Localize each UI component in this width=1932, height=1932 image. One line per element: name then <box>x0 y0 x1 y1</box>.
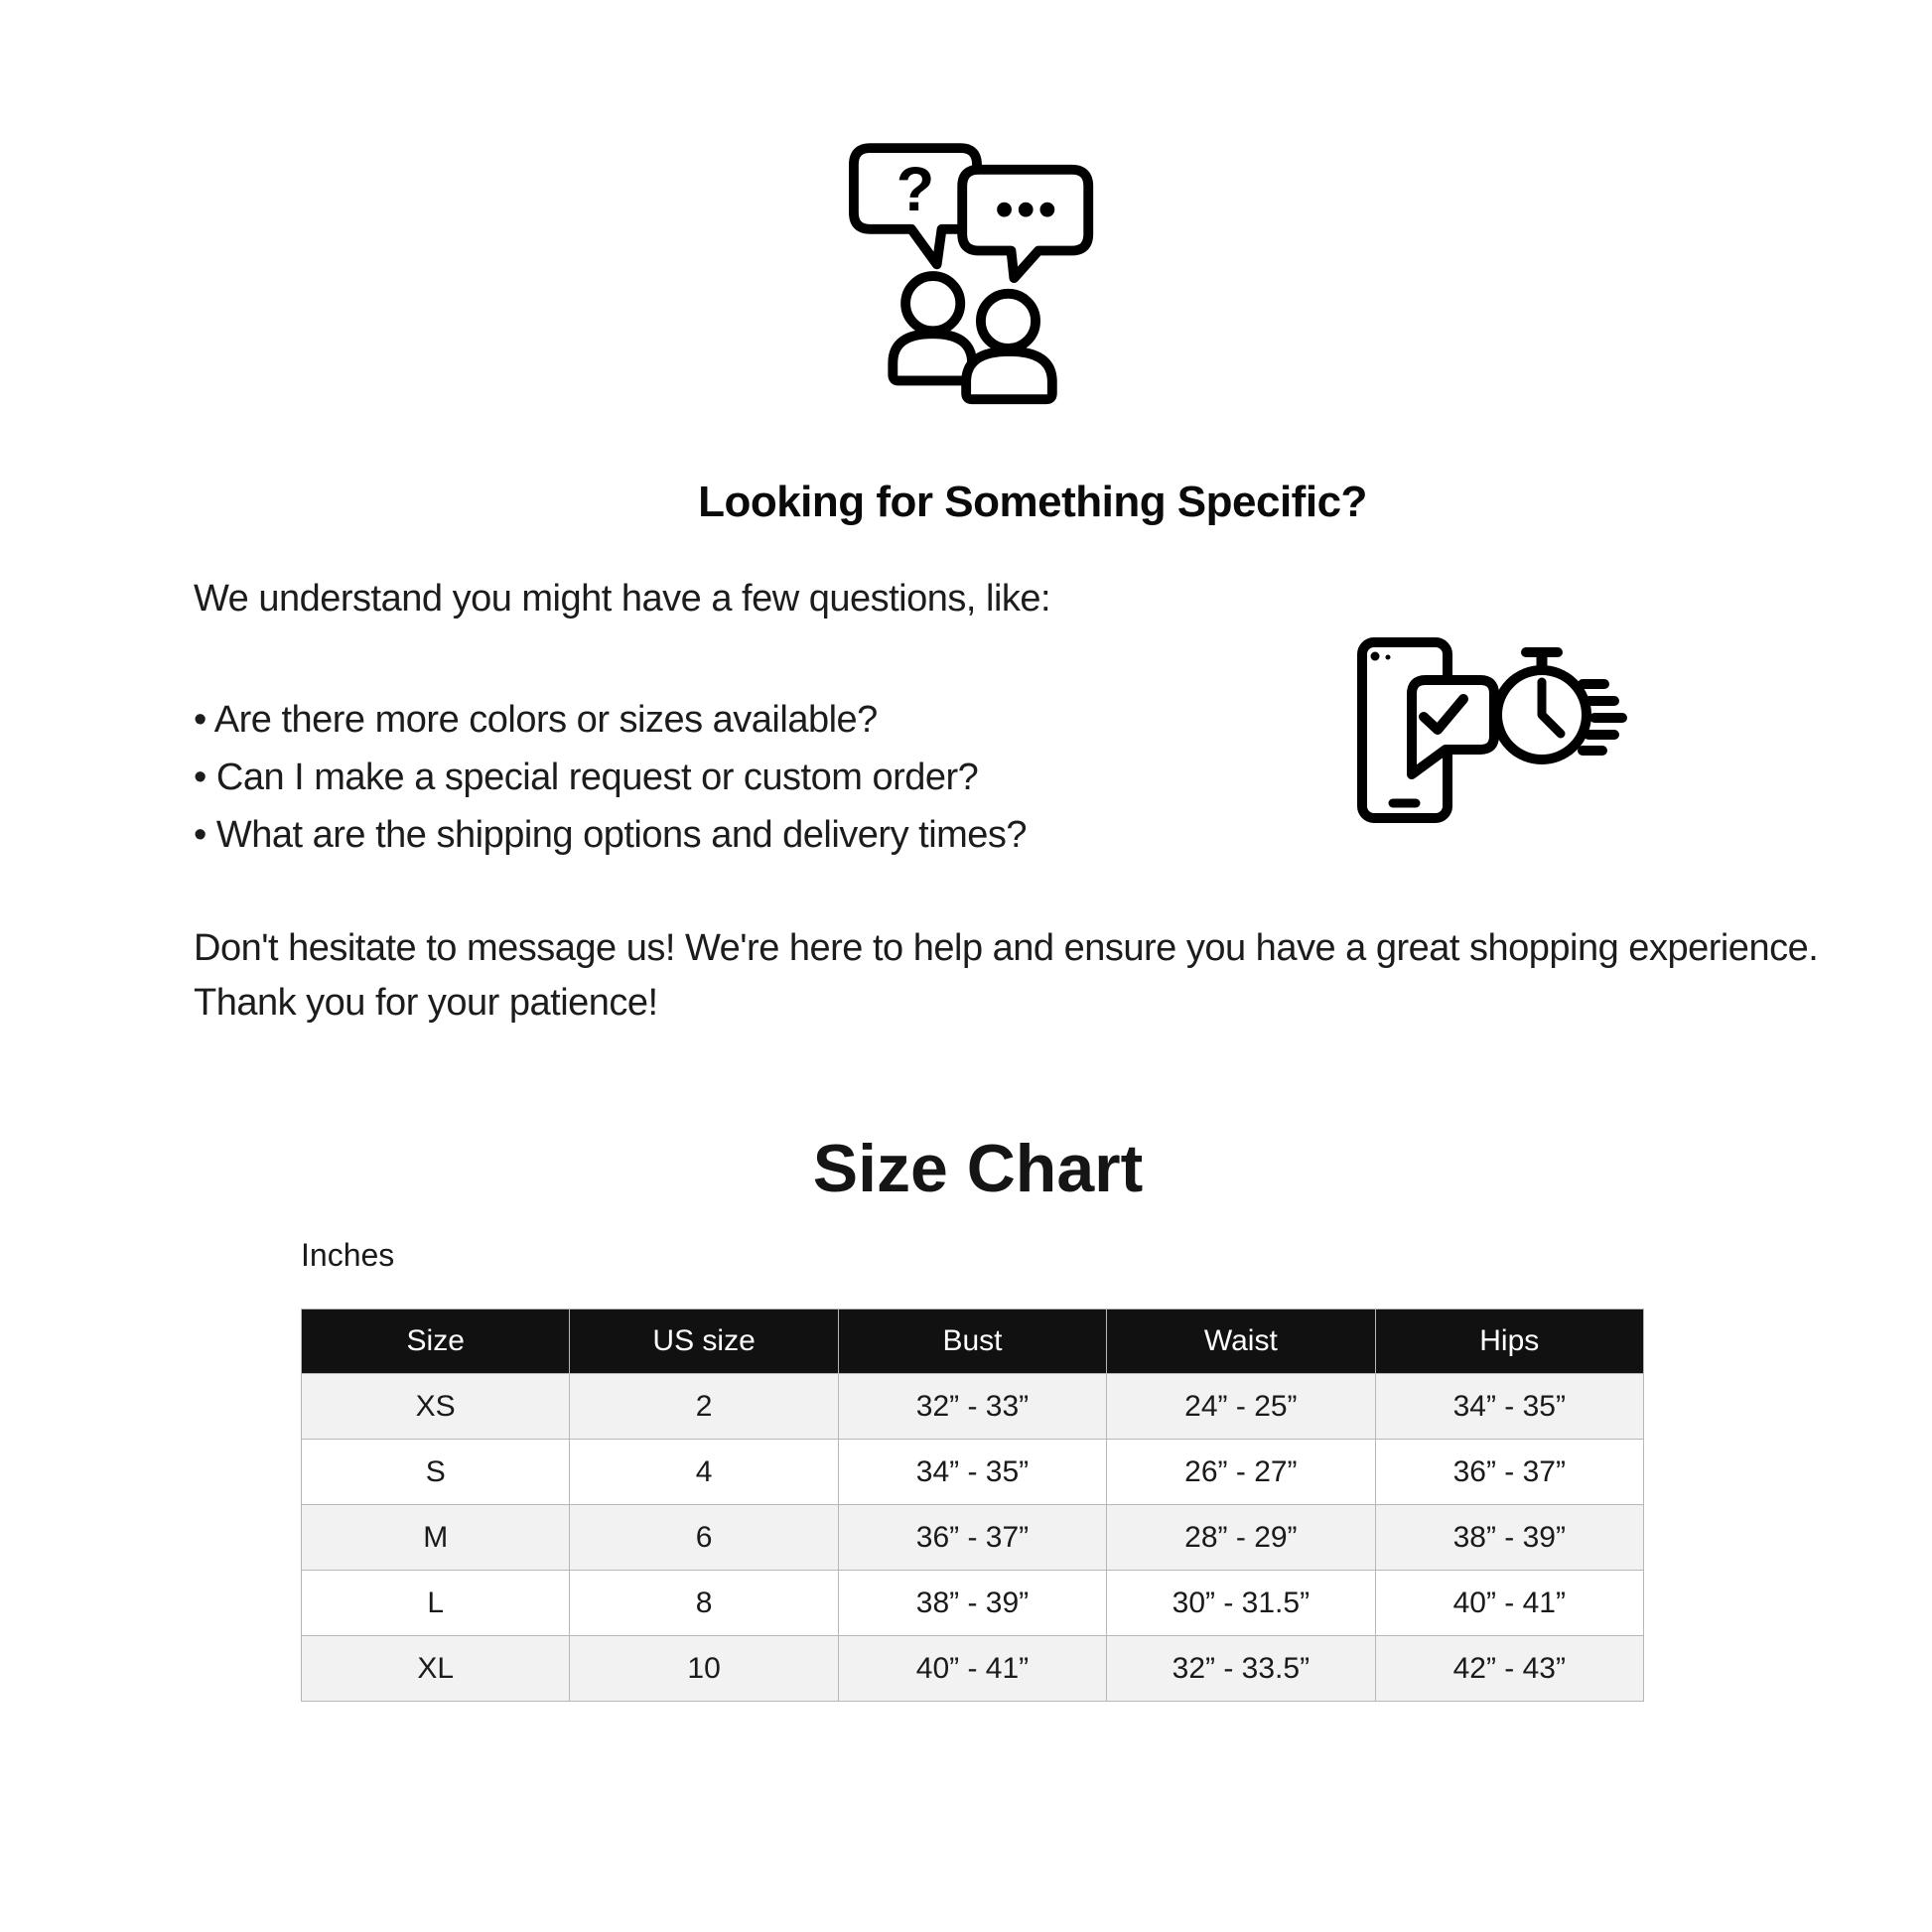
table-cell: 24” - 25” <box>1107 1374 1375 1440</box>
table-row-s <box>302 1440 1644 1505</box>
table-cell: XS <box>302 1374 570 1440</box>
closing-text: Don't hesitate to message us! We're here to help and ensure you have a great shopping experience. Thank you for your patience! <box>194 927 1819 1024</box>
column-header-size: Size <box>302 1310 570 1374</box>
table-cell: 4 <box>570 1440 838 1505</box>
phone-fast-reply-icon <box>1350 637 1648 851</box>
table-cell: M <box>302 1505 570 1571</box>
table-cell: 42” - 43” <box>1375 1636 1643 1702</box>
table-cell: 32” - 33” <box>838 1374 1106 1440</box>
faq-question: • What are the shipping options and delivery times? <box>194 806 1484 864</box>
faq-question: • Are there more colors or sizes available? <box>194 691 1484 749</box>
table-cell: 40” - 41” <box>1375 1571 1643 1636</box>
table-cell: 26” - 27” <box>1107 1440 1375 1505</box>
chat-question-people-icon <box>849 141 1103 425</box>
table-cell: 2 <box>570 1374 838 1440</box>
table-cell: 6 <box>570 1505 838 1571</box>
column-header-waist: Waist <box>1107 1310 1375 1374</box>
table-cell: 38” - 39” <box>1375 1505 1643 1571</box>
table-row-xs <box>302 1374 1644 1440</box>
table-cell: 40” - 41” <box>838 1636 1106 1702</box>
size-chart-title: Size Chart <box>812 1131 1144 1206</box>
table-cell: 36” - 37” <box>1375 1440 1643 1505</box>
column-header-bust: Bust <box>838 1310 1106 1374</box>
column-header-us-size: US size <box>570 1310 838 1374</box>
table-cell: S <box>302 1440 570 1505</box>
table-header-row <box>302 1310 1644 1374</box>
table-cell: 32” - 33.5” <box>1107 1636 1375 1702</box>
intro-text: We understand you might have a few questions, like: <box>194 578 1051 620</box>
table-row-l <box>302 1571 1644 1636</box>
table-cell: 34” - 35” <box>1375 1374 1643 1440</box>
svg-text:?: ? <box>896 155 935 225</box>
table-row-m <box>302 1505 1644 1571</box>
table-row-xl <box>302 1636 1644 1702</box>
table-cell: 36” - 37” <box>838 1505 1106 1571</box>
table-cell: XL <box>302 1636 570 1702</box>
table-cell: L <box>302 1571 570 1636</box>
faq-question: • Can I make a special request or custom order? <box>194 749 1484 806</box>
table-cell: 30” - 31.5” <box>1107 1571 1375 1636</box>
table-cell: 10 <box>570 1636 838 1702</box>
unit-label: Inches <box>301 1237 395 1273</box>
table-cell: 8 <box>570 1571 838 1636</box>
page-title: Looking for Something Specific? <box>698 478 1367 526</box>
size-chart-table <box>301 1309 1644 1702</box>
table-cell: 38” - 39” <box>838 1571 1106 1636</box>
table-cell: 34” - 35” <box>838 1440 1106 1505</box>
table-cell: 28” - 29” <box>1107 1505 1375 1571</box>
faq-question-list <box>194 691 1484 864</box>
column-header-hips: Hips <box>1375 1310 1643 1374</box>
